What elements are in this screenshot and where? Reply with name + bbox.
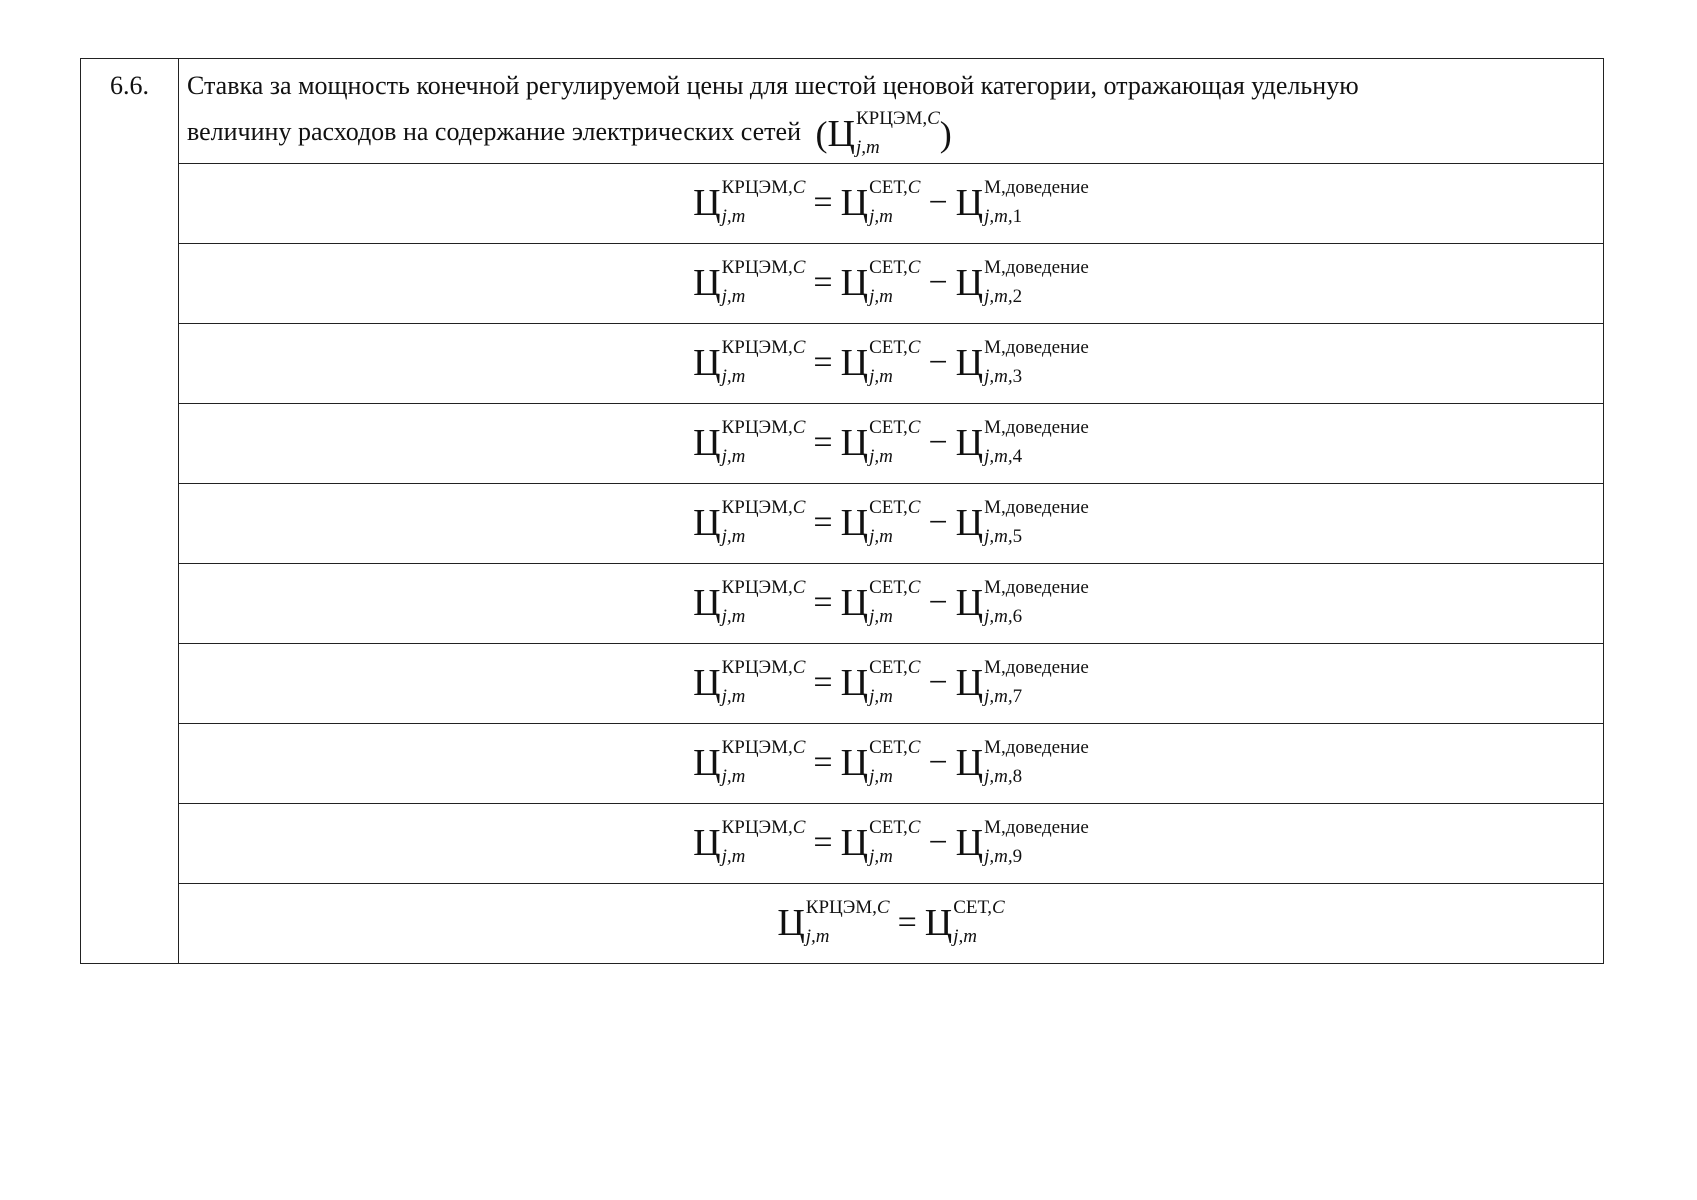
formula: Ц КРЦЭМ,C j,m = Ц СЕТ,C j,m − Ц М,доведение j,m,8 bbox=[693, 737, 1089, 788]
formula: Ц КРЦЭМ,C j,m = Ц СЕТ,C j,m − Ц М,доведение j,m,6 bbox=[693, 577, 1089, 628]
formula-row bbox=[81, 484, 1604, 564]
formula-cell bbox=[179, 884, 1604, 964]
formula-cell bbox=[179, 324, 1604, 404]
heading-row bbox=[81, 59, 1604, 164]
formula-final: Ц КРЦЭМ,C j,m = Ц СЕТ,C j,m bbox=[777, 897, 1005, 948]
formula-cell bbox=[179, 404, 1604, 484]
heading-cell bbox=[179, 59, 1604, 164]
heading-line-1: Ставка за мощность конечной регулируемой цены для шестой ценовой категории, отражающая удельную bbox=[187, 71, 1359, 100]
formula: Ц КРЦЭМ,C j,m = Ц СЕТ,C j,m − Ц М,доведение j,m,5 bbox=[693, 497, 1089, 548]
formula-cell bbox=[179, 644, 1604, 724]
formula-cell bbox=[179, 724, 1604, 804]
tariff-table bbox=[80, 58, 1604, 964]
formula-row bbox=[81, 804, 1604, 884]
heading-symbol: ( Ц КРЦЭМ,C j,m ) bbox=[815, 108, 952, 159]
row-number: 6.6. bbox=[81, 59, 179, 964]
formula: Ц КРЦЭМ,C j,m = Ц СЕТ,C j,m − Ц М,доведение j,m,4 bbox=[693, 417, 1089, 468]
formula-row bbox=[81, 164, 1604, 244]
formula-row bbox=[81, 644, 1604, 724]
formula-row bbox=[81, 564, 1604, 644]
formula-cell bbox=[179, 564, 1604, 644]
formula-row bbox=[81, 404, 1604, 484]
heading-line-2: величину расходов на содержание электрических сетей bbox=[187, 117, 801, 146]
formula-row-final bbox=[81, 884, 1604, 964]
formula-cell bbox=[179, 164, 1604, 244]
formula-row bbox=[81, 724, 1604, 804]
formula: Ц КРЦЭМ,C j,m = Ц СЕТ,C j,m − Ц М,доведение j,m,2 bbox=[693, 257, 1089, 308]
formula-cell bbox=[179, 804, 1604, 884]
formula: Ц КРЦЭМ,C j,m = Ц СЕТ,C j,m − Ц М,доведение j,m,1 bbox=[693, 177, 1089, 228]
formula: Ц КРЦЭМ,C j,m = Ц СЕТ,C j,m − Ц М,доведение j,m,9 bbox=[693, 817, 1089, 868]
formula-cell bbox=[179, 484, 1604, 564]
formula: Ц КРЦЭМ,C j,m = Ц СЕТ,C j,m − Ц М,доведение j,m,7 bbox=[693, 657, 1089, 708]
formula: Ц КРЦЭМ,C j,m = Ц СЕТ,C j,m − Ц М,доведение j,m,3 bbox=[693, 337, 1089, 388]
formula-row bbox=[81, 324, 1604, 404]
formula-cell bbox=[179, 244, 1604, 324]
formula-row bbox=[81, 244, 1604, 324]
